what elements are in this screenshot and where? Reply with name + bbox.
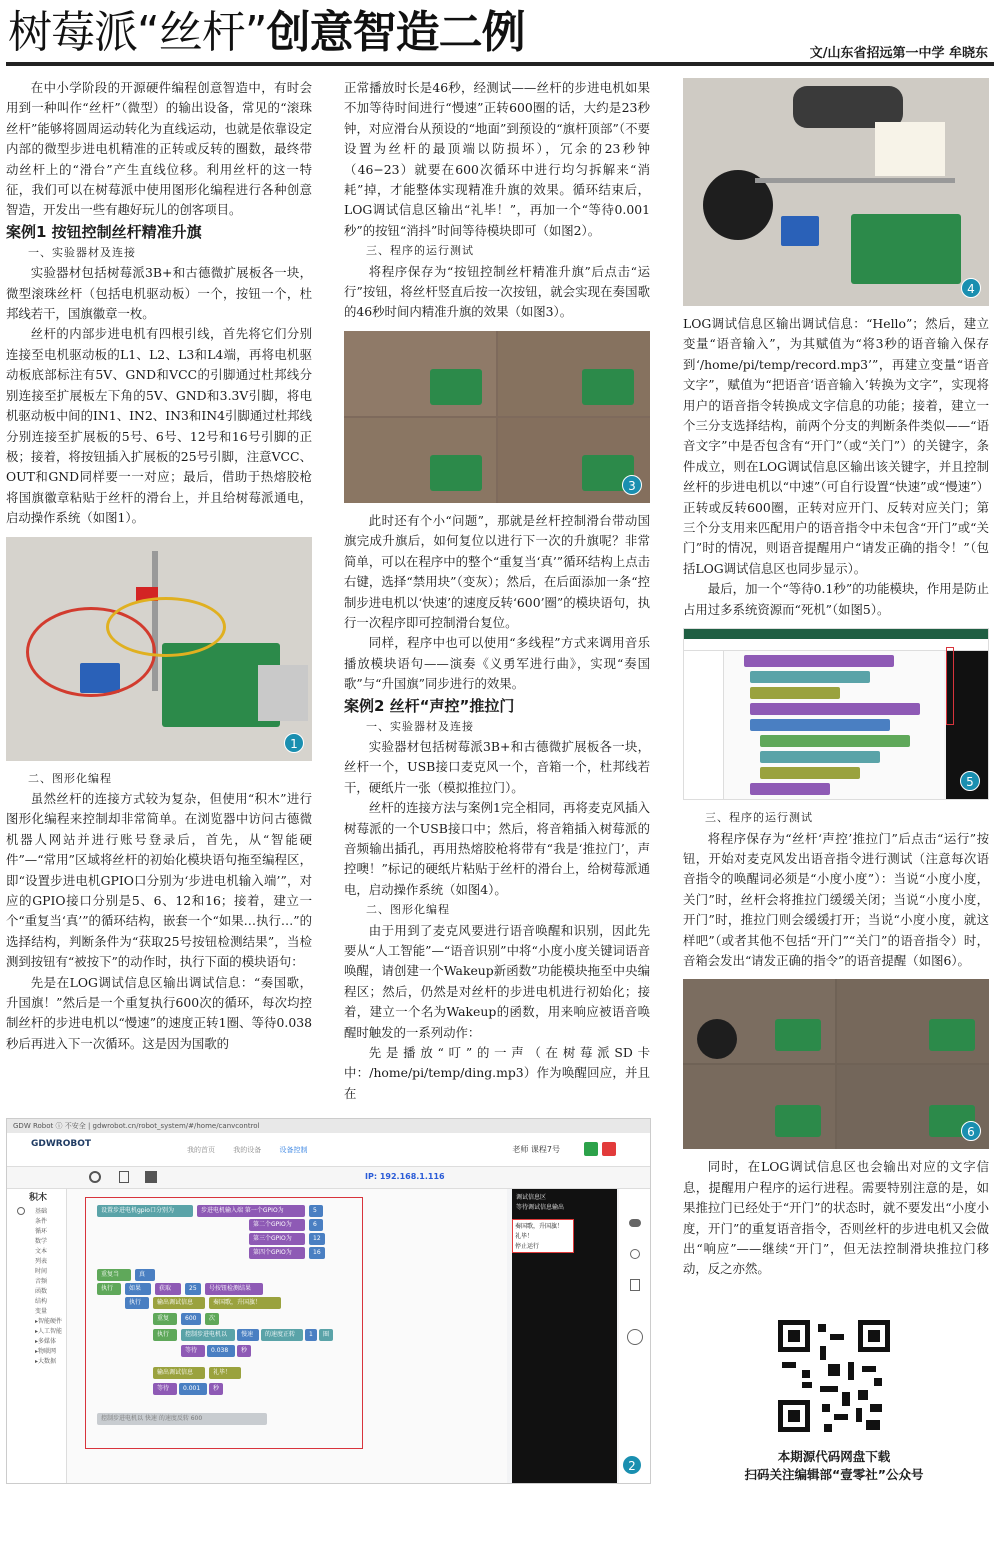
paragraph: 同样，程序中也可以使用“多线程”方式来调用音乐播放模块语句——演奏《义勇军进行曲》，实现“奏国歌”与“升国旗”同步进行的效果。 bbox=[344, 635, 650, 692]
paragraph: 虽然丝杆的连接方式较为复杂，但使用“积木”进行图形化编程来控制却非常简单。在浏览器中访问古德微机器人网站并进行账号登录后，首先，从“智能硬件”—“常用”区域将丝杆的初始化模块语句拖至编程区，即“设置步进电机GPIO口分别为‘步进电机输入端’”，对应的GPIO接口分别是5、6、12和16；接着，建立一个“重复当‘真’”的循环结构，嵌套一个“如果…执行…”的选择结构，判断条件为“获取25号按钮检测结果”，当检测到按钮有“被按下”的动作时，执行下面的模块语句： bbox=[6, 790, 312, 970]
motor-direction[interactable]: 的速度正转 bbox=[261, 1329, 303, 1341]
code-block bbox=[760, 735, 910, 747]
qr-module bbox=[818, 1324, 826, 1332]
figure-4-photo bbox=[683, 78, 989, 306]
figure-1-photo bbox=[6, 537, 312, 761]
expansion-board bbox=[929, 1019, 975, 1051]
expansion-board bbox=[775, 1019, 821, 1051]
pin-value[interactable]: 25 bbox=[185, 1283, 201, 1295]
if-block[interactable]: 如果 bbox=[125, 1283, 151, 1295]
header-rule bbox=[6, 62, 994, 66]
qr-module bbox=[802, 1382, 812, 1388]
category-item[interactable]: ▸智能硬件 bbox=[35, 1318, 63, 1325]
console-output bbox=[512, 1219, 574, 1253]
gpio-input-block[interactable]: 第三个GPIO为 bbox=[249, 1233, 305, 1245]
cloud-icon[interactable] bbox=[629, 1219, 641, 1227]
code-block bbox=[750, 783, 830, 795]
paragraph: 将程序保存为“按钮控制丝杆精准升旗”后点击“运行”按钮，将丝杆竖直后按一次按钮，就会实现在奏国歌的46秒时间内精准升旗的效果（如图3）。 bbox=[344, 263, 650, 320]
paragraph: 实验器材包括树莓派3B+和古德微扩展板各一块，丝杆一个，USB接口麦克风一个，音箱一个，杜邦线若干，硬纸片一张（模拟推拉门）。 bbox=[344, 738, 650, 795]
case2-heading: 案例2 丝杆“声控”推拉门 bbox=[344, 696, 515, 715]
intro-paragraph: 在中小学阶段的开源硬件编程创意智造中，有时会用到一种叫作“丝杆”（微型）的输出设备，常见的“滚珠丝杆”能够将圆周运动转化为直线运动，也就是依靠设定内部的微型步进电机精准的正转或反转的圈数，最终带动丝杆上的“滑台”产生直线位移。利用丝杆的这一特征，我们可以在树莓派中使用图形化编程进行各种创意智造，开发出一些有趣好玩儿的创客项目。 bbox=[6, 80, 312, 218]
log-console bbox=[512, 1189, 617, 1484]
category-item[interactable]: 文本 bbox=[35, 1248, 48, 1255]
expansion-board bbox=[851, 214, 961, 284]
case1-sub-test: 三、程序的运行测试 bbox=[366, 244, 474, 258]
exec-label: 执行 bbox=[125, 1297, 149, 1309]
column-2 bbox=[344, 78, 650, 1104]
editor-toolbar bbox=[7, 1167, 650, 1189]
article-header bbox=[0, 0, 1000, 64]
code-block bbox=[744, 655, 894, 667]
category-item[interactable]: 时间 bbox=[35, 1268, 48, 1275]
expansion-board bbox=[582, 369, 634, 405]
paragraph: 先是在LOG调试信息区输出调试信息：“奏国歌，升国旗！”然后是一个重复执行600次的循环，每次均控制丝杆的步进电机以“慢速”的速度正转1圈、等待0.038秒后再进入下一次循环。这是因为国歌的 bbox=[6, 974, 312, 1051]
file-icon[interactable] bbox=[119, 1171, 129, 1183]
menu-item-control[interactable]: 设备控制 bbox=[279, 1146, 308, 1154]
qr-module bbox=[828, 1364, 840, 1376]
qr-code bbox=[772, 1314, 896, 1438]
category-item[interactable]: 结构 bbox=[35, 1298, 48, 1305]
code-block bbox=[750, 719, 890, 731]
console-subtitle: 等待调试信息输出 bbox=[516, 1204, 565, 1211]
case1-sub-materials: 一、实验器材及连接 bbox=[28, 245, 136, 259]
paragraph: 正常播放时长是46秒，经测试——丝杆的步进电机如果不加等待时间进行“慢速”正转600圈的话，大约是23秒钟，对应滑台从预设的“地面”到预设的“旗杆顶部”（不要设置为丝杆的最顶端以防损坏），冗余的23秒钟（46−23）就要在600次循环中进行均匀拆解来“消耗”掉，才能整体实现精准升旗的效果。循环结束后，LOG调试信息区输出“礼毕！”，再加一个“等待0.001秒”的按钮“消抖”时间等待模块即可（如图2）。 bbox=[344, 80, 650, 238]
case2-sub-test: 三、程序的运行测试 bbox=[705, 811, 813, 825]
wire bbox=[106, 597, 226, 657]
qr-module bbox=[858, 1390, 868, 1400]
wait-seconds[interactable]: 0.001 bbox=[179, 1383, 207, 1395]
category-item[interactable]: 循环 bbox=[35, 1228, 48, 1235]
title-bold: 创意智造二例 bbox=[266, 7, 525, 58]
turns-label: 圈 bbox=[319, 1329, 333, 1341]
disabled-reset-block[interactable]: 控制步进电机以 快速 的速度反转 600 bbox=[97, 1413, 267, 1425]
figure-number-badge: 3 bbox=[622, 475, 642, 495]
motor-turns[interactable]: 1 bbox=[305, 1329, 317, 1341]
block-category-panel bbox=[7, 1189, 67, 1484]
app-nav-bar bbox=[7, 1133, 650, 1167]
category-panel bbox=[684, 651, 724, 800]
paragraph: LOG调试信息区输出调试信息：“Hello”；然后，建立变量“语音输入”，为其赋值为“将3秒的语音输入保存到‘/home/pi/temp/record.mp3’”，再建立变量“语音文字”，赋值为“把语音‘语音输入’转换为文字”，实现将用户的语音指令转换成文字信息的功能；接着，建立一个三分支选择结构，前两个分支的判断条件类似——“语音文字”中是否包含有“开门”（或“关门”）的关键字，条件成立，则在LOG调试信息区输出该关键字，并且控制丝杆的步进电机以“中速”（可自行设置“快速”或“慢速”）正转或反转600圈，正转对应开门、反转对应关门；第三个分支用来匹配用户的语音指令中未包含“开门”或“关门”时的情况，则语音提醒用户“请发正确的指令！”（包括LOG调试信息区也同步显示）。 bbox=[683, 316, 989, 576]
title-light: 树莓派“丝杆” bbox=[8, 7, 267, 58]
expansion-board bbox=[430, 369, 482, 405]
qr-module bbox=[830, 1334, 844, 1340]
get-button-block[interactable]: 获取 bbox=[155, 1283, 181, 1295]
console-line: 停止运行 bbox=[515, 1243, 540, 1250]
app-logo: GDWROBOT bbox=[31, 1139, 92, 1149]
figure-number-badge: 1 bbox=[284, 733, 304, 753]
code-block bbox=[750, 703, 920, 715]
paragraph: 丝杆的内部步进电机有四根引线，首先将它们分别连接至电机驱动板的L1、L2、L3和L4端，再将电机驱动板底部标注有5V、GND和VCC的引脚通过杜邦线分别连接至扩展板左下角的5V、GND和3.3V引脚，将电机驱动板中间的IN1、IN2、IN3和IN4引脚通过杜邦线分别连接至扩展板的5号、6号、12号和16号引脚的正极；接着，将按钮插入扩展板的25号引脚，注意VCC、OUT和GND同样要一一对应；最后，借助于热熔胶枪将国旗徽章粘贴于丝杆的滑台上，并且给树莓派通电，启动操作系统（如图1）。 bbox=[6, 326, 312, 526]
gpio-input-block[interactable]: 步进电机输入端 第一个GPIO为 bbox=[197, 1205, 305, 1217]
gpio-input-block[interactable]: 第四个GPIO为 bbox=[249, 1247, 305, 1259]
copy-icon[interactable] bbox=[630, 1279, 640, 1291]
figure-number-badge: 6 bbox=[961, 1121, 981, 1141]
qr-module bbox=[866, 1420, 880, 1430]
qr-module bbox=[856, 1408, 862, 1422]
raspberry-pi-ports bbox=[258, 665, 308, 721]
repeat-while-block[interactable]: 重复当 bbox=[97, 1269, 131, 1281]
category-panel-title: 积木 bbox=[29, 1193, 48, 1203]
paragraph: 实验器材包括树莓派3B+和古德微扩展板各一块，微型滚珠丝杆（包括电机驱动板）一个，按钮一个，杜邦线若干，国旗徽章一枚。 bbox=[6, 265, 312, 322]
category-item[interactable]: ▸多媒体 bbox=[35, 1338, 57, 1345]
exec-label: 执行 bbox=[97, 1283, 121, 1295]
console-line: 礼毕！ bbox=[515, 1233, 534, 1240]
motor-driver-board bbox=[781, 216, 819, 246]
code-block bbox=[760, 767, 860, 779]
article-title bbox=[8, 8, 525, 58]
cardboard-door bbox=[875, 122, 945, 176]
qr-caption-line-1: 本期源代码网盘下载 bbox=[777, 1449, 891, 1464]
qr-finder bbox=[778, 1400, 810, 1432]
code-workspace bbox=[67, 1189, 507, 1484]
figure-6-photo-grid bbox=[683, 979, 989, 1149]
menu-item-home[interactable]: 我的首页 bbox=[187, 1146, 215, 1154]
menu-item-devices[interactable]: 我的设备 bbox=[233, 1146, 262, 1154]
toolbar bbox=[684, 639, 989, 651]
code-block bbox=[750, 671, 870, 683]
category-item[interactable]: ▸大数据 bbox=[35, 1358, 57, 1365]
share-icon[interactable] bbox=[630, 1249, 640, 1259]
column-1 bbox=[6, 78, 312, 1054]
figure-3-photo-grid bbox=[344, 331, 650, 503]
screw-rod bbox=[755, 178, 955, 183]
qr-module bbox=[870, 1404, 882, 1412]
times-label: 次 bbox=[205, 1313, 219, 1325]
category-item[interactable]: 基础 bbox=[35, 1208, 48, 1215]
category-item[interactable]: 数学 bbox=[35, 1238, 48, 1245]
qr-module bbox=[782, 1362, 796, 1368]
paragraph: 由于用到了麦克风要进行语音唤醒和识别，因此先要从“人工智能”—“语音识别”中将“小度小度关键词语音唤醒，请创建一个Wakeup新函数”功能模块拖至中央编程区；然后，仍然是对丝杆的步进电机进行初始化；接着，建立一个名为Wakeup的函数，用来响应被语音唤醒时触发的一系列动作： bbox=[344, 922, 650, 1040]
category-item[interactable]: ▸物联网 bbox=[35, 1348, 57, 1355]
paragraph: 先是播放“叮”的一声（在树莓派SD卡中：/home/pi/temp/ding.mp3）作为唤醒回应，并且在 bbox=[344, 1045, 650, 1101]
category-item[interactable]: 列表 bbox=[35, 1258, 48, 1265]
run-icon[interactable] bbox=[584, 1142, 598, 1156]
app-menu bbox=[187, 1145, 323, 1155]
category-item[interactable]: 变量 bbox=[35, 1308, 48, 1315]
exec-label: 执行 bbox=[153, 1329, 177, 1341]
qr-module bbox=[848, 1362, 854, 1380]
side-tool-panel bbox=[619, 1189, 651, 1484]
stop-icon[interactable] bbox=[602, 1142, 616, 1156]
qr-module bbox=[834, 1414, 848, 1420]
console-title: 调试信息区 bbox=[516, 1194, 547, 1201]
log-output-block[interactable]: 输出调试信息 bbox=[153, 1367, 205, 1379]
qr-caption-line-2: 扫码关注编辑部“壹零社”公众号 bbox=[744, 1467, 924, 1482]
qr-module bbox=[842, 1392, 850, 1406]
case1-sub-programming: 二、图形化编程 bbox=[28, 771, 112, 785]
code-block bbox=[750, 687, 840, 699]
qr-module bbox=[820, 1346, 826, 1360]
qr-module bbox=[820, 1386, 838, 1392]
log-message[interactable]: 奏国歌，升国旗！ bbox=[209, 1297, 281, 1309]
repeat-count[interactable]: 600 bbox=[181, 1313, 201, 1325]
expansion-board bbox=[775, 1105, 821, 1137]
motor-control-block[interactable]: 控制步进电机以 bbox=[181, 1329, 235, 1341]
wait-block[interactable]: 等待 bbox=[181, 1345, 205, 1357]
target-icon[interactable] bbox=[89, 1171, 101, 1183]
gpio-value[interactable]: 6 bbox=[309, 1219, 323, 1231]
user-course-label: 老师 课程7号 bbox=[512, 1145, 560, 1154]
code-block bbox=[760, 751, 880, 763]
log-message[interactable]: 礼毕！ bbox=[209, 1367, 241, 1379]
figure-number-badge: 4 bbox=[961, 278, 981, 298]
qr-module bbox=[802, 1370, 810, 1378]
log-output-block[interactable]: 输出调试信息 bbox=[153, 1297, 205, 1309]
wait-block[interactable]: 等待 bbox=[153, 1383, 177, 1395]
seconds-label: 秒 bbox=[209, 1383, 223, 1395]
category-item[interactable]: ▸人工智能 bbox=[35, 1328, 63, 1335]
qr-module bbox=[874, 1378, 882, 1386]
search-icon[interactable] bbox=[17, 1207, 25, 1215]
paragraph: 同时，在LOG调试信息区也会输出对应的文字信息，提醒用户程序的运行进程。需要特别注意的是，如果推拉门已经处于“开门”的状态时，就不要发出“小度小度，开门”的重复语音指令，否则丝杆的步进电机又会做出“响应”——继续“开门”，但无法控制滑块推拉门移动，反之亦然。 bbox=[683, 1159, 989, 1277]
wait-seconds[interactable]: 0.038 bbox=[207, 1345, 235, 1357]
qr-finder bbox=[858, 1320, 890, 1352]
true-value[interactable]: 真 bbox=[135, 1269, 155, 1281]
gpio-input-block[interactable]: 第二个GPIO为 bbox=[249, 1219, 305, 1231]
figure-number-badge: 5 bbox=[960, 771, 980, 791]
paragraph: 此时还有个小“问题”，那就是丝杆控制滑台带动国旗完成升旗后，如何复位以进行下一次的升旗呢？非常简单，可以在程序中的整个“重复当‘真’”循环结构上点击右键，选择“禁用块”（变灰）；然后，在后面添加一条“控制步进电机以‘快速’的速度反转‘600’圈”的模块语句，执行一次程序即可控制滑台复位。 bbox=[344, 512, 650, 630]
console-line: 奏国歌，升国旗！ bbox=[515, 1223, 564, 1230]
highlight-frame bbox=[946, 647, 954, 725]
motor-speed[interactable]: 慢速 bbox=[237, 1329, 259, 1341]
category-item[interactable]: 条件 bbox=[35, 1218, 48, 1225]
figure-2-screenshot bbox=[6, 1118, 651, 1484]
qr-module bbox=[824, 1424, 832, 1432]
paragraph: 将程序保存为“丝杆‘声控’推拉门”后点击“运行”按钮，开始对麦克风发出语音指令进行测试（注意每次语音指令的唤醒词必须是“小度小度”）：当说“小度小度，关门”时，丝杆会将推拉门缓缓关闭；当说“小度小度，开门”时，推拉门则会缓缓打开；当说“小度小度，就这样吧”（或者其他不包括“开门”“关门”的语音指令）时，音箱会发出“请发正确的指令”的语音提醒（如图6）。 bbox=[683, 830, 989, 968]
gpio-value[interactable]: 5 bbox=[309, 1205, 323, 1217]
expansion-board bbox=[430, 455, 482, 491]
qr-caption bbox=[700, 1448, 968, 1484]
figure-number-badge: 2 bbox=[622, 1455, 642, 1475]
column-3 bbox=[683, 78, 989, 1280]
app-nav-bar bbox=[684, 629, 988, 639]
qr-module bbox=[862, 1366, 876, 1372]
case2-sub-programming: 二、图形化编程 bbox=[366, 903, 450, 917]
seconds-label: 秒 bbox=[237, 1345, 251, 1357]
grid-icon[interactable] bbox=[145, 1171, 157, 1183]
case2-sub-materials: 一、实验器材及连接 bbox=[366, 719, 474, 733]
chevron-right-icon[interactable] bbox=[627, 1329, 643, 1345]
workspace bbox=[724, 651, 944, 799]
paragraph: 最后，加一个“等待0.1秒”的功能模块，作用是防止占用过多系统资源而“死机”（如图5）。 bbox=[683, 581, 989, 617]
gpio-value[interactable]: 16 bbox=[309, 1247, 325, 1259]
gpio-value[interactable]: 12 bbox=[309, 1233, 325, 1245]
browser-address-bar: GDW Robot ⓘ 不安全 | gdwrobot.cn/robot_system/#/home/canvcontrol bbox=[7, 1119, 650, 1133]
button-result-block[interactable]: 号按钮检测结果 bbox=[205, 1283, 263, 1295]
category-item[interactable]: 音频 bbox=[35, 1278, 48, 1285]
paragraph: 丝杆的连接方法与案例1完全相同，再将麦克风插入树莓派的一个USB接口中；然后，将音箱插入树莓派的音频输出插孔，再用热熔胶枪将带有“我是‘推拉门’，声控噢！”标记的硬纸片粘贴于丝杆的滑台上，给树莓派通电，启动操作系统（如图4）。 bbox=[344, 800, 650, 897]
case1-heading: 案例1 按钮控制丝杆精准升旗 bbox=[6, 222, 202, 241]
gpio-init-block[interactable]: 设置步进电机gpio口分别为 bbox=[97, 1205, 193, 1217]
author-byline: 文/山东省招远第一中学 牟晓东 bbox=[809, 46, 988, 61]
category-item[interactable]: 函数 bbox=[35, 1288, 48, 1295]
device-ip: IP: 192.168.1.116 bbox=[365, 1172, 445, 1181]
qr-module bbox=[822, 1404, 830, 1412]
qr-finder bbox=[778, 1320, 810, 1352]
repeat-n-block[interactable]: 重复 bbox=[153, 1313, 177, 1325]
figure-5-screenshot bbox=[683, 628, 989, 800]
